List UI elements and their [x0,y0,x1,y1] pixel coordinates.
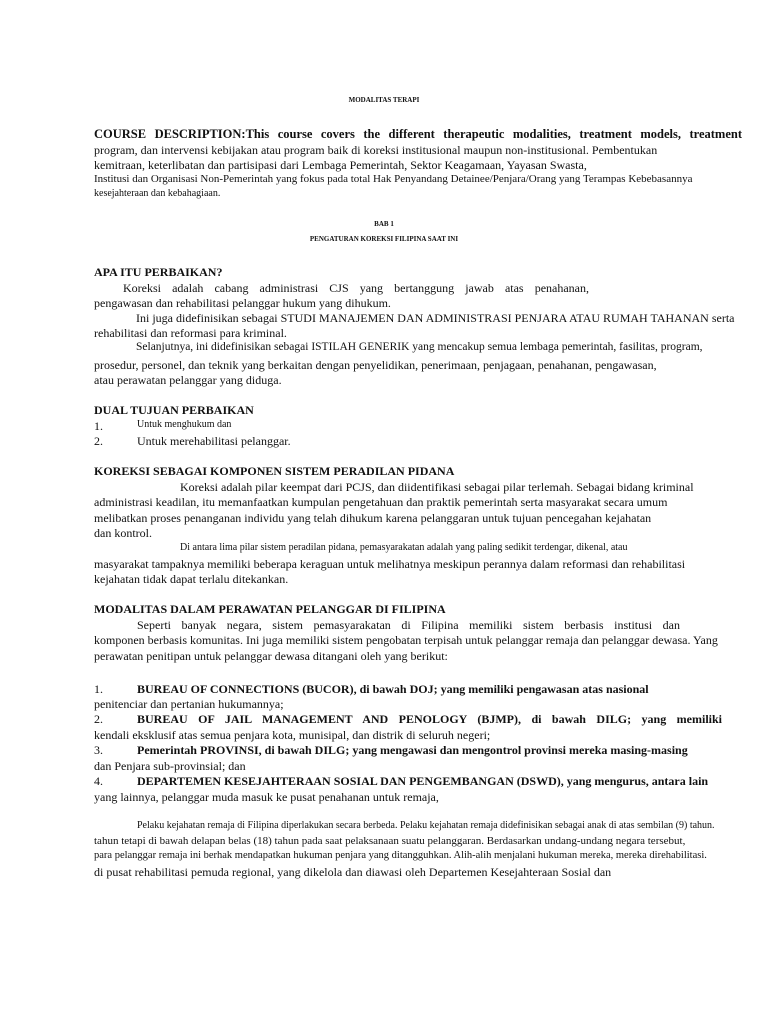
paragraph-line: atau perawatan pelanggar yang diduga. [94,373,282,387]
paragraph-line: Koreksi adalah cabang administrasi CJS yang bertanggung jawab atas penahanan, [123,281,589,295]
agency-title: BUREAU OF CONNECTIONS (BUCOR), di bawah DOJ; yang memiliki pengawasan atas nasional [137,682,649,696]
paragraph-line: di pusat rehabilitasi pemuda regional, yang dikelola dan diawasi oleh Departemen Kesejahteraan Sosial dan [94,865,612,879]
paragraph-line: perawatan penitipan untuk pelanggar dewasa ditangani oleh yang berikut: [94,649,448,663]
paragraph-line: Di antara lima pilar sistem peradilan pidana, pemasyarakatan adalah yang paling sedikit terdengar, dikenal, atau [180,542,628,553]
section-heading: MODALITAS DALAM PERAWATAN PELANGGAR DI FILIPINA [94,602,446,616]
paragraph-line: Koreksi adalah pilar keempat dari PCJS, dan diidentifikasi sebagai pilar terlemah. Sebagai bidang kriminal [180,480,694,494]
paragraph-line: Seperti banyak negara, sistem pemasyarakatan di Filipina memiliki sistem berbasis institusi dan [137,618,680,632]
list-number: 2. [94,434,103,448]
paragraph-line: rehabilitasi dan reformasi para kriminal. [94,326,287,340]
paragraph-line: masyarakat tampaknya memiliki beberapa keraguan untuk melihatnya meskipun perannya dalam reformasi dan rehabilitasi [94,557,686,571]
paragraph-line: administrasi keadilan, itu memanfaatkan kumpulan pengetahuan dan praktik pemerintah serta masyarakat secara umum [94,495,668,509]
course-description-lead [94,128,742,141]
list-item-text: Untuk menghukum dan [137,419,232,430]
agency-detail: penitenciar dan pertanian hukumannya; [94,697,284,711]
document-title: MODALITAS TERAPI [348,96,420,104]
course-description-label: COURSE DESCRIPTION: [94,127,246,141]
course-description-line: program, dan intervensi kebijakan atau program baik di koreksi institusional maupun non-institusional. Pembentukan [94,143,658,157]
agency-title: DEPARTEMEN KESEJAHTERAAN SOSIAL DAN PENGEMBANGAN (DSWD), yang mengurus, antara lain [137,774,709,788]
paragraph-line: prosedur, personel, dan teknik yang berkaitan dengan penyelidikan, penerimaan, penjagaan, penahanan, pengawasan, [94,358,657,372]
agency-detail: yang lainnya, pelanggar muda masuk ke pusat penahanan untuk remaja, [94,790,439,804]
paragraph-line: komponen berbasis komunitas. Ini juga memiliki sistem pengobatan terpisah untuk pelanggar remaja dan pelanggar dewasa. Yang [94,633,718,647]
paragraph-line: tahun tetapi di bawah delapan belas (18) tahun pada saat pelaksanaan suatu pelanggaran. Berdasarkan undang-undang negara tersebut, [94,835,686,847]
list-number: 3. [94,743,103,757]
agency-title: BUREAU OF JAIL MANAGEMENT AND PENOLOGY (BJMP), di bawah DILG; yang memiliki [137,712,722,726]
section-heading: APA ITU PERBAIKAN? [94,265,223,279]
section-heading: KOREKSI SEBAGAI KOMPONEN SISTEM PERADILAN PIDANA [94,464,455,478]
list-number: 4. [94,774,103,788]
paragraph-line: pengawasan dan rehabilitasi pelanggar hukum yang dihukum. [94,296,391,310]
paragraph-line: Ini juga didefinisikan sebagai STUDI MANAJEMEN DAN ADMINISTRASI PENJARA ATAU RUMAH TAHANAN serta [136,311,735,325]
paragraph-line: kejahatan tidak dapat terlalu ditekankan. [94,572,289,586]
chapter-number: BAB 1 [374,220,394,228]
agency-detail: dan Penjara sub-provinsial; dan [94,759,246,773]
list-number: 1. [94,419,103,433]
paragraph-line: Pelaku kejahatan remaja di Filipina diperlakukan secara berbeda. Pelaku kejahatan remaja didefinisikan sebagai anak di atas sembilan (9) tahun. [137,820,715,831]
agency-title: Pemerintah PROVINSI, di bawah DILG; yang mengawasi dan mengontrol provinsi mereka masing-masing [137,743,688,757]
course-description-lead-text: This course covers the different therapeutic modalities, treatment models, treatment [245,127,742,141]
agency-detail: kendali eksklusif atas semua penjara kota, munisipal, dan distrik di seluruh negeri; [94,728,491,742]
paragraph-line: Selanjutnya, ini didefinisikan sebagai ISTILAH GENERIK yang mencakup semua lembaga pemerintah, fasilitas, program, [136,341,703,353]
list-number: 1. [94,682,103,696]
section-heading: DUAL TUJUAN PERBAIKAN [94,403,254,417]
list-item-text: Untuk merehabilitasi pelanggar. [137,434,291,448]
course-description-line: kemitraan, keterlibatan dan partisipasi dari Lembaga Pemerintah, Sektor Keagamaan, Yayasan Swasta, [94,158,587,172]
paragraph-line: melibatkan proses penanganan individu yang telah dihukum karena pelanggaran untuk tujuan pencegahan kejahatan [94,511,652,525]
course-description-line: kesejahteraan dan kebahagiaan. [94,188,221,199]
paragraph-line: dan kontrol. [94,526,152,540]
paragraph-line: para pelanggar remaja ini berhak mendapatkan hukuman penjara yang ditangguhkan. Alih-alih menjalani hukuman mereka, mereka direhabilitasi. [94,850,707,861]
list-number: 2. [94,712,103,726]
chapter-title: PENGATURAN KOREKSI FILIPINA SAAT INI [309,235,459,243]
course-description-line: Institusi dan Organisasi Non-Pemerintah yang fokus pada total Hak Penyandang Detainee/Penjara/Orang yang Terampas Kebebasannya [94,173,693,185]
